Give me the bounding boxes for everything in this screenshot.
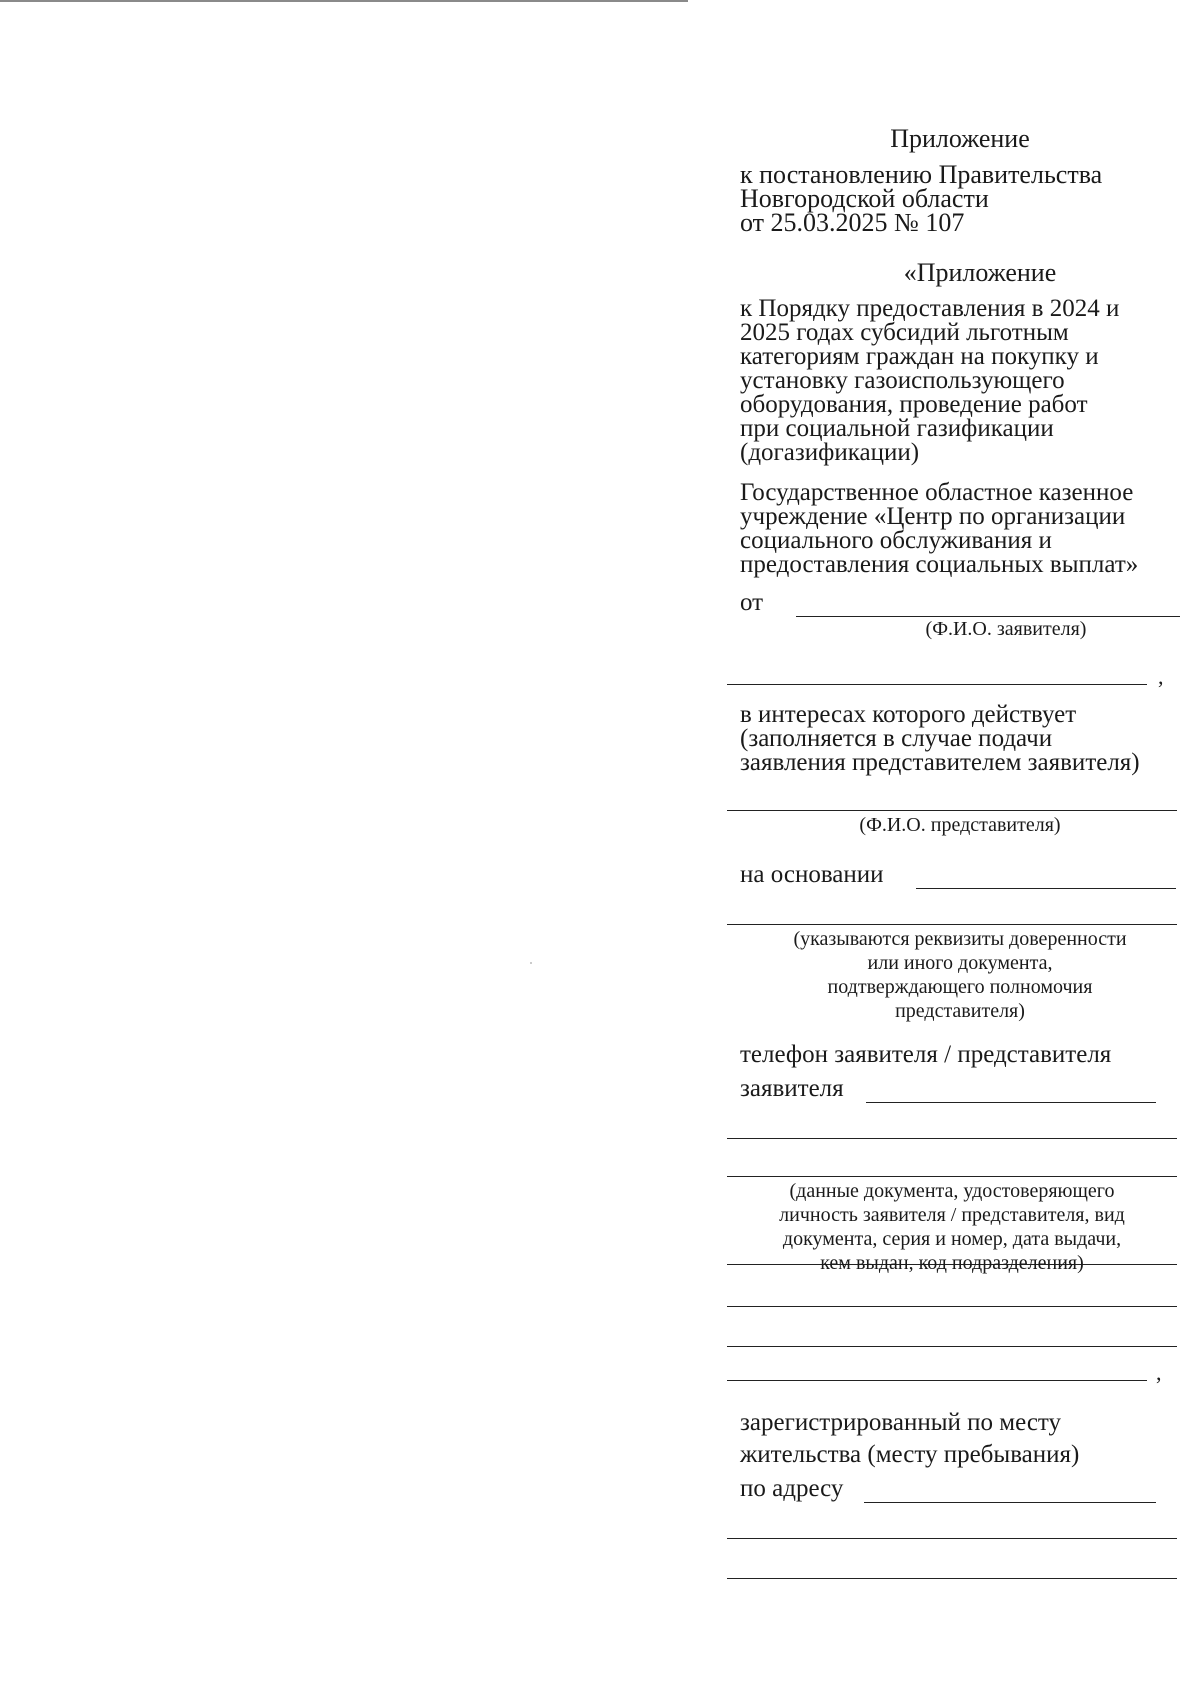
decree-line-3: от 25.03.2025 № 107 — [740, 208, 965, 237]
addressee-line: учреждение «Центр по организации — [740, 503, 1126, 530]
procedure-line: (догазификации) — [740, 439, 920, 466]
document-hint-line: кем выдан, код подразделения) — [820, 1252, 1084, 1274]
procedure-line: категориям граждан на покупку и — [740, 343, 1099, 370]
registered-line: жительства (месту пребывания) — [740, 1441, 1080, 1468]
address-field[interactable] — [864, 1502, 1156, 1503]
basis-continuation-field[interactable] — [727, 924, 1177, 925]
address-label: по адресу — [740, 1475, 844, 1502]
procedure-line: установку газоиспользующего — [740, 367, 1065, 394]
id-document-field[interactable] — [727, 1346, 1177, 1347]
basis-label: на основании — [740, 861, 884, 888]
decree-line-1: к постановлению Правительства — [740, 160, 1103, 189]
basis-hint-line: (указываются реквизиты доверенности — [793, 928, 1127, 950]
addressee-line: Государственное областное казенное — [740, 479, 1134, 506]
registered-line: зарегистрированный по месту — [740, 1409, 1062, 1436]
comma-mark: , — [1156, 1360, 1162, 1385]
addressee-line: предоставления социальных выплат» — [740, 551, 1139, 578]
representative-name-hint: (Ф.И.О. представителя) — [859, 814, 1061, 836]
address-continuation-field[interactable] — [727, 1538, 1177, 1539]
phone-label-line-2: заявителя — [740, 1075, 844, 1102]
interest-line: заявления представителем заявителя) — [740, 749, 1140, 776]
procedure-line: при социальной газификации — [740, 415, 1054, 442]
applicant-name-continuation-field[interactable] — [727, 684, 1147, 685]
basis-hint-line: представителя) — [895, 1000, 1025, 1022]
id-document-field[interactable] — [727, 1176, 1177, 1177]
applicant-name-field[interactable] — [796, 616, 1180, 617]
representative-name-field[interactable] — [727, 810, 1177, 811]
from-label: от — [740, 589, 764, 616]
procedure-line: оборудования, проведение работ — [740, 391, 1088, 418]
phone-field[interactable] — [866, 1102, 1156, 1103]
basis-hint-line: или иного документа, — [867, 952, 1053, 974]
basis-field[interactable] — [916, 888, 1176, 889]
document-hint-line: личность заявителя / представителя, вид — [779, 1204, 1125, 1226]
interest-line: в интересах которого действует — [740, 701, 1077, 728]
appendix-heading: Приложение — [890, 124, 1030, 153]
applicant-name-hint: (Ф.И.О. заявителя) — [925, 618, 1087, 640]
procedure-line: к Порядку предоставления в 2024 и — [740, 295, 1120, 322]
phone-label-line-1: телефон заявителя / представителя — [740, 1041, 1112, 1068]
appendix-subheading: «Приложение — [903, 258, 1057, 287]
scan-edge-line — [0, 0, 688, 2]
basis-hint-line: подтверждающего полномочия — [827, 976, 1093, 998]
document-hint-line: (данные документа, удостоверяющего — [789, 1180, 1115, 1202]
interest-line: (заполняется в случае подачи — [740, 725, 1053, 752]
addressee-line: социального обслуживания и — [740, 527, 1052, 554]
decree-line-2: Новгородской области — [740, 184, 989, 213]
document-hint-line: документа, серия и номер, дата выдачи, — [782, 1228, 1122, 1250]
address-continuation-field[interactable] — [727, 1578, 1177, 1579]
id-document-field[interactable] — [727, 1380, 1147, 1381]
procedure-line: 2025 годах субсидий льготным — [740, 319, 1069, 346]
comma-mark: , — [1158, 664, 1164, 689]
id-document-field[interactable] — [727, 1306, 1177, 1307]
id-document-field[interactable] — [727, 1138, 1177, 1139]
scan-speck — [530, 962, 532, 964]
